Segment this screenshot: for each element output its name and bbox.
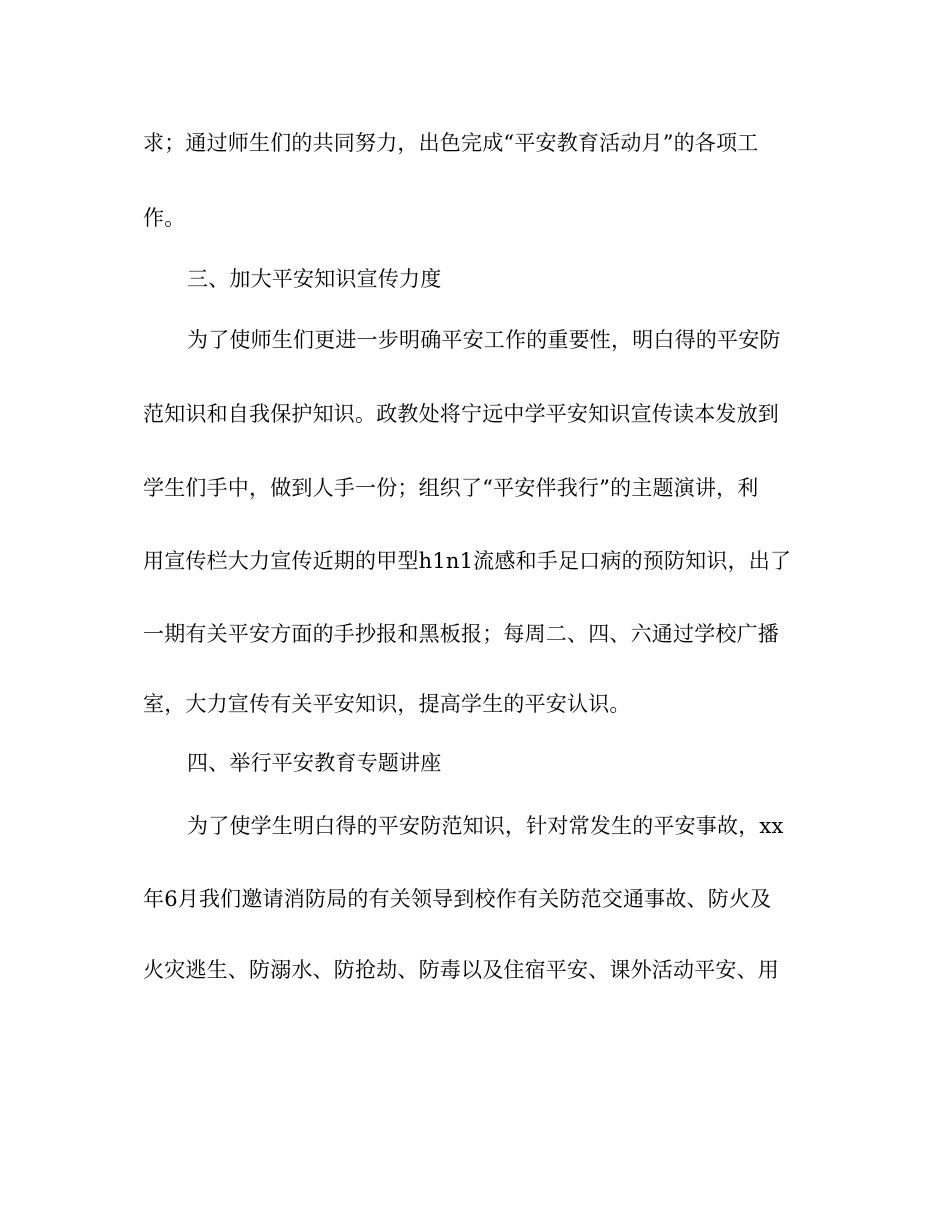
body-text-line: 年6月我们邀请消防局的有关领导到校作有关防范交通事故、防火及 [143,887,772,911]
body-text-line: 为了使师生们更进一步明确平安工作的重要性，明白得的平安防 [187,328,781,352]
body-text-line: 求；通过师生们的共同努力，出色完成“平安教育活动月”的各项工 [143,131,759,155]
body-text-line: 学生们手中，做到人手一份；组织了“平安伴我行”的主题演讲，利 [143,476,759,500]
section-heading: 四、举行平安教育专题讲座 [187,751,442,775]
body-text-line: 室，大力宣传有关平安知识，提高学生的平安认识。 [143,692,631,716]
body-text-line: 一期有关平安方面的手抄报和黑板报；每周二、四、六通过学校广播 [143,622,779,646]
section-heading: 三、加大平安知识宣传力度 [187,267,442,291]
body-text-line: 火灾逃生、防溺水、防抢劫、防毒以及住宿平安、课外活动平安、用 [143,958,779,982]
body-text-line: 为了使学生明白得的平安防范知识，针对常发生的平安事故，xx [187,814,784,838]
body-text-line: 作。 [143,206,186,230]
body-text-line: 用宣传栏大力宣传近期的甲型h1n1流感和手足口病的预防知识，出了 [143,549,792,573]
body-text-line: 范知识和自我保护知识。政教处将宁远中学平安知识宣传读本发放到 [143,402,779,426]
